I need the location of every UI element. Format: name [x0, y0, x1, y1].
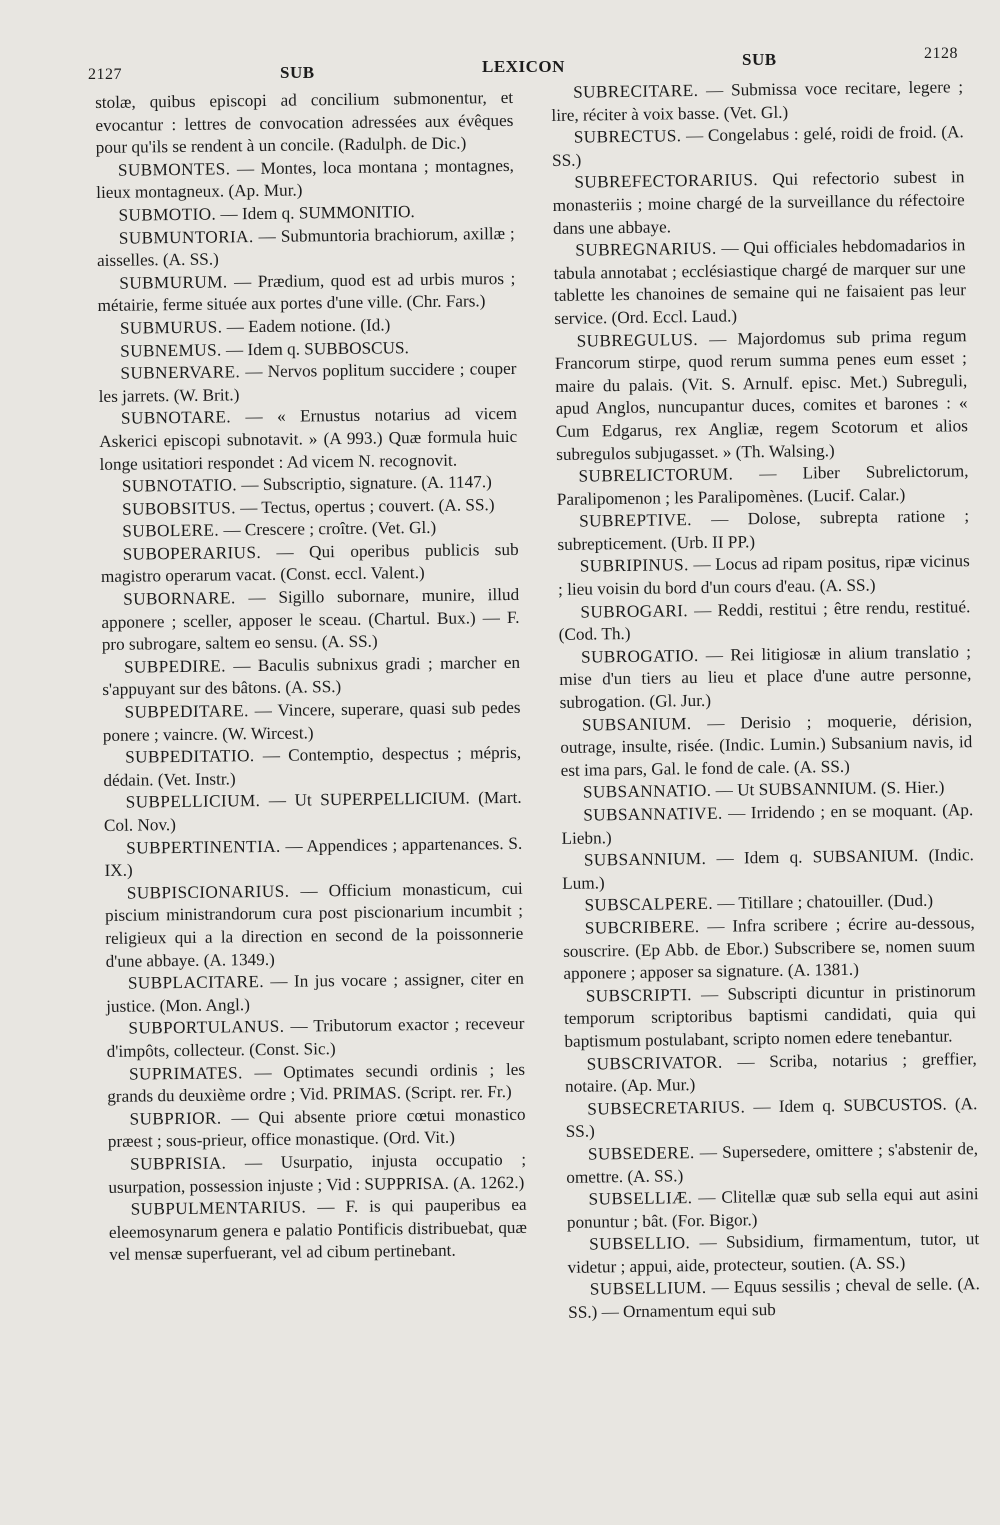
dictionary-entry: [561, 799, 974, 850]
headword: SUBPORTULANUS.: [128, 1017, 285, 1039]
dictionary-entry: [559, 641, 972, 715]
entry-definition: — Eadem notione. (Id.): [222, 315, 391, 337]
headword: SUBMONTES.: [117, 159, 231, 180]
entry-definition: — Congelabus : gelé, roidi de froid. (A. SS.): [551, 122, 964, 170]
entry-definition: — Qui officiales hebdomadarios in tabula annotabat ; ecclésiastique chargé de marquer sur une tablette les chanoines de semaine qui ne faisaient pas leur service. (Ord. Eccl. Laud.): [553, 235, 967, 328]
entry-definition: — Majordomus sub prima regum Francorum stirpe, quod rerum summa penes eum esset ; maire du palais. (Vit. S. Arnulf. episc. Met.) Subreguli, apud Anglos, nuncupantur duces, comites et barones : « Cum Edgarus, rex Angliæ, regem Scotorum et alios subregulos subjugasset. » (Th. Walsing.): [554, 325, 968, 464]
entry-definition: — Idem q. SUBSANIUM. (Indic. Lum.): [562, 845, 974, 893]
dictionary-entry: [552, 121, 965, 172]
headword: SUBREFECTORARIUS.: [574, 170, 759, 193]
headword: SUBSEDERE.: [587, 1143, 695, 1164]
entry-definition: — Subscriptio, signature. (A. 1147.): [236, 472, 492, 495]
entry-definition: — Prædium, quod est ad urbis muros ; métairie, ferme située aux portes d'une ville. (Chr. Fars.): [97, 268, 516, 316]
headword: SUBOLERE.: [122, 520, 220, 541]
dictionary-entry: [567, 1228, 980, 1279]
entry-definition: — Irridendo ; en se moquant. (Ap. Liebn.): [561, 800, 974, 848]
headword: SUBSCRIPTI.: [585, 984, 693, 1006]
headword: SUBOBSITUS.: [121, 497, 236, 519]
entry-definition: — Titillare ; chatouiller. (Dud.): [712, 891, 934, 914]
headword: SUBOPERARIUS.: [122, 542, 262, 564]
headword: SUBPRIOR.: [129, 1108, 222, 1129]
headword: SUBSANIUM.: [581, 713, 692, 735]
entry-definition: — Usurpatio, injusta occupatio ; usurpation, possession injuste ; Vid : SUPPRISA. (A. 1262.): [108, 1149, 527, 1197]
headword: SUBREGNARIUS.: [575, 238, 717, 260]
dictionary-entry: [102, 652, 521, 702]
right-column: [551, 76, 980, 1324]
dictionary-entry: [551, 76, 964, 127]
dictionary-entry: [565, 1048, 978, 1099]
headword: SUBROGARI.: [580, 600, 689, 622]
entry-definition: — Officium monasticum, cui piscium ministrandorum cura post piscionarium incumbit ; religieux qui a la direction en second de la poissonnerie d'une abbaye. (A. 1349.): [104, 878, 524, 971]
entry-definition: — Submissa voce recitare, legere ; lire, réciter à voix basse. (Vet. Gl.): [551, 77, 964, 125]
entry-definition: — Vincere, superare, quasi sub pedes ponere ; vaincre. (W. Wircest.): [102, 697, 521, 745]
entry-definition: — Appendices ; appartenances. S. IX.): [104, 833, 523, 881]
entry-definition: — Qui operibus publicis sub magistro operarum vacat. (Const. eccl. Valent.): [100, 539, 519, 587]
headword: SUBNEMUS.: [120, 340, 222, 361]
entry-definition: — Idem q. SUMMONITIO.: [216, 202, 415, 224]
entry-definition: — « Ernustus notarius ad vicem Askerici episcopi subnotavit. » (A 993.) Quæ formula huic longe usitatiori respondet : Ad vicem N. recognovit.: [99, 404, 518, 474]
headword: SUBSANNATIVE.: [583, 803, 723, 825]
entry-definition: — Nervos poplitum succidere ; couper les jarrets. (W. Brit.): [98, 358, 517, 406]
dictionary-entry: [96, 155, 515, 205]
dictionary-entry: [560, 709, 973, 783]
dictionary-entry: [106, 1013, 525, 1063]
entry-definition: — Equus sessilis ; cheval de selle. (A. SS.) — Ornamentum equi sub: [568, 1274, 980, 1322]
dictionary-entry: [563, 912, 976, 986]
entry-definition: — Idem q. SUBCUSTOS. (A. SS.): [565, 1093, 978, 1142]
entry-definition: — Montes, loca montana ; montagnes, lieux montagneux. (Ap. Mur.): [96, 155, 515, 203]
entry-definition: — Liber Subrelictorum, Paralipomenon ; les Paralipomènes. (Lucif. Calar.): [556, 461, 969, 509]
headword: SUBRIPINUS.: [579, 555, 689, 577]
entry-definition: — Scriba, notarius ; greffier, notaire. (Ap. Mur.): [564, 1048, 977, 1097]
entry-definition: — Clitellæ quæ sub sella equi aut asini ponuntur ; bât. (For. Bigor.): [566, 1184, 979, 1232]
dictionary-entry: [98, 358, 517, 408]
entry-definition: — Submuntoria brachiorum, axillæ ; aisselles. (A. SS.): [96, 223, 515, 271]
dictionary-entry: [101, 539, 520, 589]
headword: SUBPEDITARE.: [124, 701, 249, 722]
center-running-head: LEXICON: [482, 57, 565, 76]
headword: SUBCRIBERE.: [584, 916, 700, 938]
dictionary-entry: [107, 1058, 526, 1108]
entry-definition: — Optimates secundi ordinis ; les grands du deuxième ordre ; Vid. PRIMAS. (Script. rer. Fr.): [107, 1059, 526, 1107]
headword: SUBREPTIVE.: [579, 510, 693, 531]
dictionary-entry: [108, 1149, 527, 1199]
entry-definition: — Reddi, restitui ; être rendu, restitué. (Cod. Th.): [558, 596, 971, 645]
dictionary-entry: [106, 968, 525, 1018]
headword: SUBREGULUS.: [576, 329, 699, 351]
dictionary-entry: [566, 1138, 979, 1189]
headword: SUBSECRETARIUS.: [587, 1097, 746, 1119]
entry-definition: — Dolose, subrepta ratione ; subrepticement. (Urb. II PP.): [557, 506, 970, 554]
entry-definition: stolæ, quibus episcopi ad concilium submonentur, et evocantur : lettres de convocation adressées aux évêques pour qu'ils se rendent à un concile. (Radulph. de Dic.): [95, 87, 514, 158]
dictionary-entry: [103, 742, 522, 792]
headword: SUBPLACITARE.: [127, 972, 265, 993]
entry-definition: — Crescere ; croître. (Vet. Gl.): [218, 518, 437, 540]
headword: SUBRELICTORUM.: [578, 464, 734, 486]
headword: SUBPULMENTARIUS.: [130, 1197, 307, 1219]
headword: SUBPRISIA.: [129, 1153, 227, 1174]
dictionary-entry: [552, 167, 965, 241]
left-page-number: 2127: [88, 66, 122, 83]
dictionary-entry: [557, 505, 970, 556]
entry-definition: — Sigillo subornare, munire, illud apponere ; sceller, apposer le sceau. (Chartul. Bux.) — F. pro subrogare, saltem eo sensu. (A. SS.): [101, 584, 520, 655]
dictionary-entry: [556, 460, 969, 511]
entry-definition: — Idem q. SUBBOSCUS.: [221, 337, 409, 360]
entry-definition: — In jus vocare ; assigner, citer en justice. (Mon. Angl.): [106, 968, 524, 1016]
entry-definition: — Derisio ; moquerie, dérision, outrage, insulte, risée. (Indic. Lumin.) Subsanium navis, id est ima pars, Gal. le fond de cale. (A. SS.): [560, 709, 973, 780]
entry-definition: — Supersedere, omittere ; s'abstenir de, omettre. (A. SS.): [566, 1139, 979, 1187]
dictionary-entry: [105, 878, 524, 973]
headword: SUBRECITARE.: [573, 80, 699, 102]
headword: SUBMUNTORIA.: [118, 226, 254, 248]
headword: SUPRIMATES.: [128, 1062, 243, 1084]
entry-definition: — Qui absente priore cœtui monastico præest ; sous-prieur, office monastique. (Ord. Vit.): [107, 1104, 526, 1152]
headword: SUBORNARE.: [123, 588, 236, 609]
dictionary-entry: [558, 596, 971, 647]
headword: SUBMURUM.: [119, 272, 228, 293]
headword: SUBMURUS.: [119, 317, 223, 338]
dictionary-entry: [104, 832, 523, 882]
entry-definition: — Baculis subnixus gradi ; marcher en s'appuyant sur des bâtons. (A. SS.): [102, 652, 521, 700]
dictionary-entry: [95, 87, 514, 160]
headword: SUBSCRIVATOR.: [586, 1052, 723, 1074]
headword: SUBRECTUS.: [573, 126, 682, 147]
dictionary-entry: [97, 268, 516, 318]
dictionary-entry: [99, 403, 518, 476]
dictionary-entry: [566, 1183, 979, 1234]
headword: SUBPELLICIUM.: [125, 791, 261, 813]
dictionary-entry: [97, 222, 516, 272]
headword: SUBPEDIRE.: [123, 656, 227, 677]
dictionary-entry: [558, 551, 971, 602]
headword: SUBROGATIO.: [580, 645, 699, 667]
headword: SUBNERVARE.: [120, 362, 241, 383]
headword: SUBSANNIUM.: [583, 849, 707, 870]
dictionary-entry: [568, 1274, 981, 1325]
entry-definition: — Contemptio, despectus ; mépris, dédain. (Vet. Instr.): [103, 743, 522, 790]
entry-definition: — Tributorum exactor ; receveur d'impôts, collecteur. (Const. Sic.): [106, 1014, 525, 1061]
dictionary-entry: [564, 980, 977, 1054]
headword: SUBSELLIO.: [589, 1233, 691, 1254]
headword: SUBSCALPERE.: [584, 894, 714, 915]
entry-definition: — F. is qui pauperibus ea eleemosynarum genera e palatio Pontificis distribuebat, quæ vel mensæ superfuerant, vel ad cibum pertinebant.: [108, 1194, 528, 1265]
dictionary-entry: [553, 234, 966, 330]
headword: SUBPEDITATIO.: [125, 746, 255, 767]
dictionary-entry: [104, 787, 523, 837]
dictionary-entry: [107, 1104, 526, 1154]
dictionary-entry: [562, 844, 975, 895]
dictionary-entry: [102, 697, 521, 747]
entry-definition: Qui refectorio subest in monasteriis ; moine chargé de la surveillance du réfectoire dans une abbaye.: [552, 167, 965, 238]
dictionary-entry: [554, 325, 968, 466]
entry-definition: — Subsidium, firmamentum, tutor, ut videtur ; appui, aide, protecteur, soutien. (A. SS.): [567, 1229, 980, 1277]
headword: SUBNOTARE.: [120, 407, 232, 429]
right-page-number: 2128: [924, 45, 958, 62]
entry-definition: — Ut SUBSANNIUM. (S. Hier.): [711, 777, 945, 801]
headword: SUBMOTIO.: [118, 204, 217, 225]
entry-definition: — Tectus, opertus ; couvert. (A. SS.): [235, 494, 495, 517]
headword: SUBNOTATIO.: [121, 475, 238, 496]
headword: SUBSELLIÆ.: [588, 1188, 693, 1209]
entry-definition: — Subscripti dicuntur in pristinorum temporum scriptoribus baptismi candidati, quia qui baptismum postulabant, scripto nomen edere tenebantur.: [563, 980, 977, 1051]
left-running-head: SUB: [280, 63, 315, 82]
entry-definition: — Rei litigiosæ in alium translatio ; mise d'un tiers au lieu et place d'une autre personne, subrogation. (Gl. Jur.): [559, 642, 972, 712]
entry-definition: — Ut SUPERPELLICIUM. (Mart. Col. Nov.): [103, 788, 522, 835]
entry-definition: — Locus ad ripam positus, ripæ vicinus ; lieu voisin du bord d'un cours d'eau. (A. SS.): [557, 551, 970, 600]
headword: SUBPISCIONARIUS.: [126, 881, 290, 903]
dictionary-entry: [101, 584, 520, 657]
headword: SUBSANNATIO.: [582, 781, 712, 803]
dictionary-entry: [565, 1093, 978, 1144]
headword: SUBSELLIUM.: [589, 1278, 707, 1300]
right-running-head: SUB: [742, 50, 777, 69]
left-column: [95, 87, 527, 1267]
entry-definition: — Infra scribere ; écrire au-dessous, souscrire. (Ep Abb. de Ebor.) Subscribere se, nomen suum apponere ; apposer sa signature. (A. 1381.): [563, 913, 976, 984]
dictionary-entry: [109, 1194, 528, 1267]
headword: SUBPERTINENTIA.: [126, 836, 281, 858]
